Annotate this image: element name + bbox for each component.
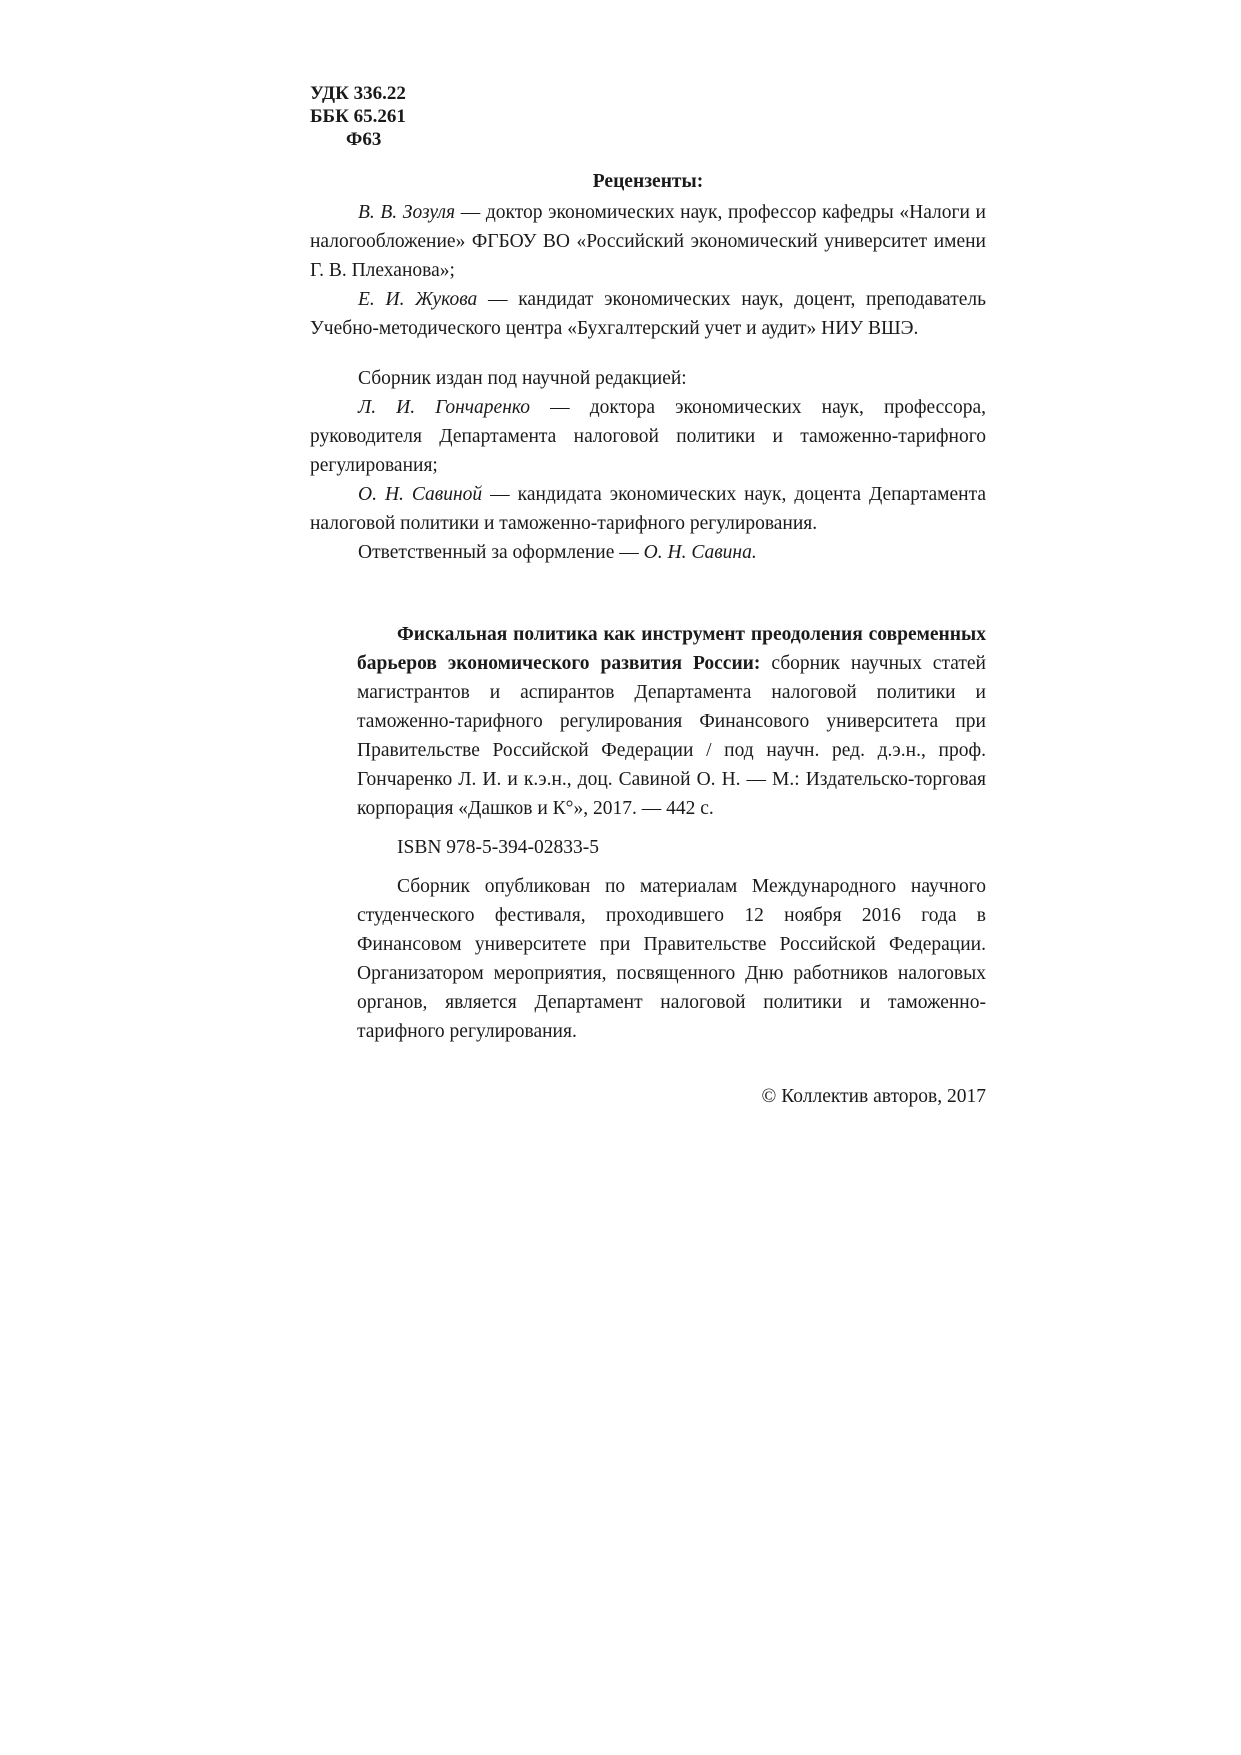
reviewer-description: — кандидат экономических наук, доцент, преподаватель Учебно-методического центра «Бухгалтерский учет и аудит» НИУ ВШЭ. — [310, 289, 986, 339]
reviewer-name: В. В. Зозуля — [358, 202, 456, 223]
reviewer-entry — [310, 285, 986, 343]
book-description: сборник научных статей магистрантов и аспирантов Департамента налоговой политики и таможенно-тарифного регулирования Финансового университета при Правительстве Российской Федерации / под научн. ред. д.э.н., проф. Гончаренко Л. И. и к.э.н., доц. Савиной О. Н. — М.: Издательско-торговая корпорация «Дашков и К°», 2017. — 442 с. — [357, 653, 986, 819]
responsible-label: Ответственный за оформление — — [358, 542, 644, 563]
reviewer-description: — доктор экономических наук, профессор кафедры «Налоги и налогообложение» ФГБОУ ВО «Российский экономический университет имени Г. В. Плеханова»; — [310, 202, 986, 281]
classification-codes — [310, 82, 406, 151]
editor-description: — доктора экономических наук, профессора, руководителя Департамента налоговой политики и таможенно-тарифного регулирования; — [310, 397, 986, 476]
bibliographic-record — [357, 620, 986, 1046]
bibliographic-description — [357, 620, 986, 823]
udk-code: УДК 336.22 — [310, 83, 406, 104]
editor-entry — [310, 480, 986, 538]
responsible-name: О. Н. Савина. — [643, 542, 757, 563]
reviewers-section — [310, 167, 986, 343]
author-mark: Ф63 — [346, 129, 382, 150]
editor-name: О. Н. Савиной — [358, 484, 483, 505]
editor-description: — кандидата экономических наук, доцента Департамента налоговой политики и таможенно-тарифного регулирования. — [310, 484, 986, 534]
bbk-code: ББК 65.261 — [310, 106, 406, 127]
reviewers-heading: Рецензенты: — [592, 171, 704, 192]
editor-entry — [310, 393, 986, 480]
annotation: Сборник опубликован по материалам Международного научного студенческого фестиваля, проходившего 12 ноября 2016 года в Финансовом университете при Правительстве Российской Федерации. Организатором мероприятия, посвященного Дню работников налоговых органов, является Департамент налоговой политики и таможенно-тарифного регулирования. — [357, 876, 986, 1042]
copyright-notice: © Коллектив авторов, 2017 — [761, 1086, 986, 1107]
isbn: ISBN 978-5-394-02833-5 — [397, 837, 600, 858]
editors-section — [310, 364, 986, 567]
editors-intro: Сборник издан под научной редакцией: — [358, 368, 687, 389]
editor-name: Л. И. Гончаренко — [358, 397, 530, 418]
reviewer-name: Е. И. Жукова — [358, 289, 478, 310]
book-title: Фискальная политика как инструмент преодоления современных барьеров экономического развития России: — [357, 624, 986, 674]
responsible-line — [310, 538, 986, 567]
reviewer-entry — [310, 198, 986, 285]
